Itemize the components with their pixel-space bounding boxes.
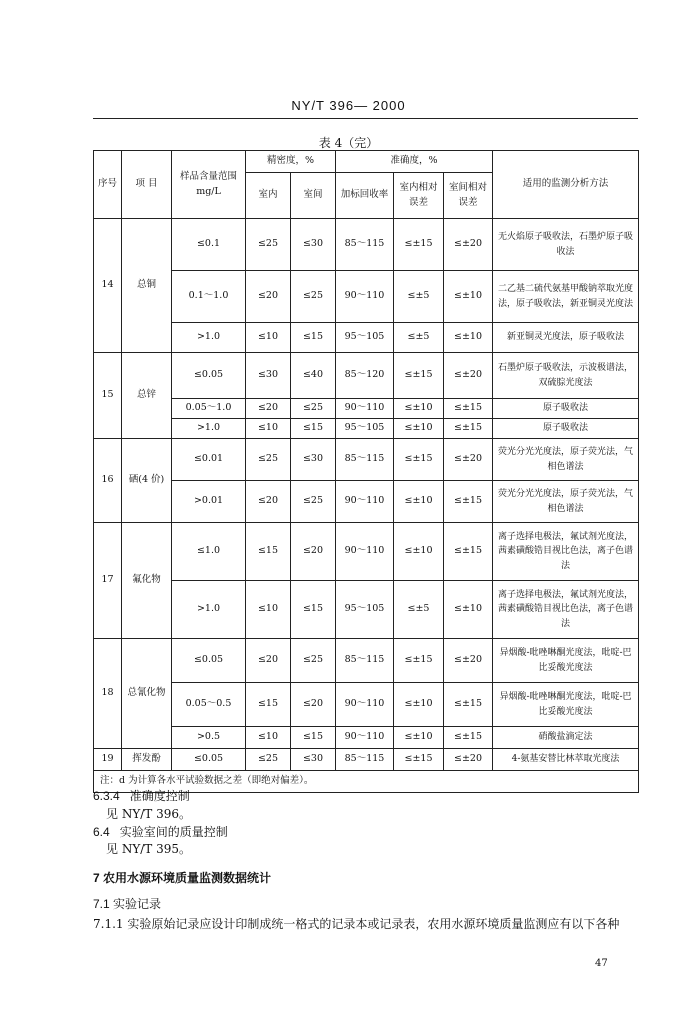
cell-between-err: ≤±20 (444, 749, 493, 771)
cell-recovery: 85～115 (336, 219, 394, 271)
cell-method: 离子选择电极法，氟试剂光度法，茜素磺酸锆目视比色法，离子色谱法 (493, 581, 639, 639)
cell-between-err: ≤±20 (444, 439, 493, 481)
cell-serial: 17 (94, 523, 122, 639)
cell-in-lab: ≤10 (246, 323, 291, 353)
cell-in-lab: ≤25 (246, 219, 291, 271)
cell-in-err: ≤±5 (394, 271, 444, 323)
header-precision: 精密度，% (246, 151, 336, 173)
cell-recovery: 85～115 (336, 639, 394, 683)
cell-item: 总铜 (122, 219, 172, 353)
cell-recovery: 85～115 (336, 749, 394, 771)
cell-recovery: 95～105 (336, 581, 394, 639)
cell-recovery: 90～110 (336, 271, 394, 323)
cell-serial: 15 (94, 353, 122, 439)
table-row (94, 523, 639, 581)
table-row (94, 219, 639, 271)
cell-recovery: 90～110 (336, 683, 394, 727)
page-header-code: NY/T 396— 2000 (291, 98, 406, 113)
cell-method: 离子选择电极法，氟试剂光度法，茜素磺酸锆目视比色法，离子色谱法 (493, 523, 639, 581)
cell-range: ≤0.05 (172, 353, 246, 399)
cell-in-err: ≤±10 (394, 399, 444, 419)
cell-between-lab: ≤30 (291, 439, 336, 481)
cell-method: 荧光分光光度法，原子荧光法，气相色谱法 (493, 439, 639, 481)
table-note: 注：d 为计算各水平试验数据之差（即绝对偏差）。 (94, 771, 639, 793)
header-serial: 序号 (94, 151, 122, 219)
cell-between-err: ≤±10 (444, 323, 493, 353)
cell-between-lab: ≤15 (291, 323, 336, 353)
cell-between-err: ≤±15 (444, 481, 493, 523)
table-row (94, 749, 639, 771)
cell-method: 新亚铜灵光度法，原子吸收法 (493, 323, 639, 353)
cell-range: ≤0.05 (172, 749, 246, 771)
table-row (94, 271, 639, 323)
cell-in-lab: ≤20 (246, 271, 291, 323)
cell-in-err: ≤±15 (394, 439, 444, 481)
cell-recovery: 90～110 (336, 523, 394, 581)
table-row (94, 727, 639, 749)
table-row (94, 683, 639, 727)
cell-in-lab: ≤15 (246, 683, 291, 727)
table-row (94, 353, 639, 399)
cell-in-lab: ≤10 (246, 727, 291, 749)
header-precision-in-lab: 室内 (246, 173, 291, 219)
section-number: 6.4 (93, 825, 110, 839)
cell-recovery: 90～110 (336, 481, 394, 523)
cell-item: 氟化物 (122, 523, 172, 639)
table-row (94, 323, 639, 353)
cell-recovery: 90～110 (336, 399, 394, 419)
cell-in-err: ≤±10 (394, 727, 444, 749)
cell-range: 0.1～1.0 (172, 271, 246, 323)
cell-between-lab: ≤15 (291, 727, 336, 749)
cell-between-lab: ≤25 (291, 399, 336, 419)
section-6-3-4-body: 见 NY/T 396。 (106, 807, 192, 821)
table-row (94, 581, 639, 639)
cell-between-lab: ≤25 (291, 639, 336, 683)
cell-in-err: ≤±5 (394, 323, 444, 353)
cell-method: 异烟酸-吡唑啉酮光度法，吡啶-巴比妥酸光度法 (493, 683, 639, 727)
cell-range: ≤0.01 (172, 439, 246, 481)
header-recovery: 加标回收率 (336, 173, 394, 219)
cell-range: >1.0 (172, 581, 246, 639)
cell-between-lab: ≤20 (291, 523, 336, 581)
cell-range: ≤1.0 (172, 523, 246, 581)
cell-in-err: ≤±15 (394, 219, 444, 271)
header-range: 样品含量范围 mg/L (172, 151, 246, 219)
table-row (94, 639, 639, 683)
cell-between-lab: ≤20 (291, 683, 336, 727)
section-number: 6.3.4 (93, 789, 120, 803)
header-item: 项 目 (122, 151, 172, 219)
table-row (94, 419, 639, 439)
cell-in-lab: ≤10 (246, 581, 291, 639)
cell-range: >1.0 (172, 419, 246, 439)
cell-method: 无火焰原子吸收法，石墨炉原子吸收法 (493, 219, 639, 271)
cell-between-err: ≤±15 (444, 727, 493, 749)
section-title: 实验室间的质量控制 (119, 825, 228, 839)
cell-method: 异烟酸-吡唑啉酮光度法，吡啶-巴比妥酸光度法 (493, 639, 639, 683)
section-7-1-heading: 7.1 实验记录 (93, 897, 162, 911)
cell-between-err: ≤±15 (444, 523, 493, 581)
cell-serial: 19 (94, 749, 122, 771)
cell-between-err: ≤±20 (444, 639, 493, 683)
cell-in-err: ≤±10 (394, 419, 444, 439)
section-6-4-body: 见 NY/T 395。 (106, 842, 192, 856)
cell-method: 二乙基二硫代氨基甲酸钠萃取光度法，原子吸收法，新亚铜灵光度法 (493, 271, 639, 323)
cell-between-err: ≤±20 (444, 353, 493, 399)
section-6-4-heading (93, 826, 638, 838)
header-in-lab-error: 室内相对误差 (394, 173, 444, 219)
page-number: 47 (595, 958, 608, 969)
cell-in-lab: ≤15 (246, 523, 291, 581)
cell-method: 4-氨基安替比林萃取光度法 (493, 749, 639, 771)
cell-between-lab: ≤30 (291, 749, 336, 771)
cell-in-err: ≤±10 (394, 523, 444, 581)
cell-item: 挥发酚 (122, 749, 172, 771)
cell-item: 总氰化物 (122, 639, 172, 749)
chapter-7-title: 7 农用水源环境质量监测数据统计 (93, 871, 272, 885)
precision-accuracy-table (93, 150, 639, 793)
cell-between-err: ≤±15 (444, 419, 493, 439)
header-accuracy: 准确度，% (336, 151, 493, 173)
section-6-3-4-heading (93, 790, 638, 802)
cell-method: 原子吸收法 (493, 419, 639, 439)
cell-between-lab: ≤25 (291, 481, 336, 523)
cell-between-err: ≤±10 (444, 271, 493, 323)
cell-between-err: ≤±15 (444, 683, 493, 727)
cell-range: >1.0 (172, 323, 246, 353)
cell-in-lab: ≤20 (246, 481, 291, 523)
cell-method: 荧光分光光度法，原子荧光法，气相色谱法 (493, 481, 639, 523)
cell-between-lab: ≤15 (291, 581, 336, 639)
cell-between-err: ≤±15 (444, 399, 493, 419)
cell-recovery: 90～110 (336, 727, 394, 749)
cell-range: ≤0.1 (172, 219, 246, 271)
cell-recovery: 95～105 (336, 323, 394, 353)
cell-serial: 14 (94, 219, 122, 353)
cell-method: 原子吸收法 (493, 399, 639, 419)
cell-in-lab: ≤20 (246, 639, 291, 683)
cell-range: 0.05～0.5 (172, 683, 246, 727)
cell-in-err: ≤±10 (394, 683, 444, 727)
cell-in-lab: ≤20 (246, 399, 291, 419)
section-7-1-1-text: 7.1.1 实验原始记录应设计印制成统一格式的记录本或记录表，农用水源环境质量监测应有以下各种 (93, 917, 620, 931)
cell-between-lab: ≤40 (291, 353, 336, 399)
table-row (94, 481, 639, 523)
cell-between-lab: ≤30 (291, 219, 336, 271)
cell-item: 硒(4 价) (122, 439, 172, 523)
cell-in-err: ≤±5 (394, 581, 444, 639)
cell-in-err: ≤±15 (394, 749, 444, 771)
cell-range: 0.05～1.0 (172, 399, 246, 419)
cell-recovery: 85～120 (336, 353, 394, 399)
cell-range: ≤0.05 (172, 639, 246, 683)
header-precision-between-lab: 室间 (291, 173, 336, 219)
cell-between-err: ≤±10 (444, 581, 493, 639)
table-caption: 表 4（完） (318, 136, 379, 150)
cell-item: 总锌 (122, 353, 172, 439)
header-method: 适用的监测分析方法 (493, 151, 639, 219)
cell-in-err: ≤±15 (394, 353, 444, 399)
cell-range: >0.5 (172, 727, 246, 749)
header-between-lab-error: 室间相对误差 (444, 173, 493, 219)
cell-in-err: ≤±10 (394, 481, 444, 523)
cell-in-lab: ≤10 (246, 419, 291, 439)
cell-method: 硝酸盐滴定法 (493, 727, 639, 749)
cell-range: >0.01 (172, 481, 246, 523)
cell-serial: 18 (94, 639, 122, 749)
cell-in-lab: ≤25 (246, 749, 291, 771)
header-divider (93, 118, 638, 119)
table-row (94, 439, 639, 481)
cell-between-err: ≤±20 (444, 219, 493, 271)
cell-method: 石墨炉原子吸收法，示波极谱法，双硫腙光度法 (493, 353, 639, 399)
table-row (94, 399, 639, 419)
cell-recovery: 85～115 (336, 439, 394, 481)
cell-between-lab: ≤15 (291, 419, 336, 439)
cell-serial: 16 (94, 439, 122, 523)
section-title: 准确度控制 (129, 789, 190, 803)
cell-between-lab: ≤25 (291, 271, 336, 323)
cell-in-err: ≤±15 (394, 639, 444, 683)
cell-in-lab: ≤25 (246, 439, 291, 481)
cell-in-lab: ≤30 (246, 353, 291, 399)
cell-recovery: 95～105 (336, 419, 394, 439)
